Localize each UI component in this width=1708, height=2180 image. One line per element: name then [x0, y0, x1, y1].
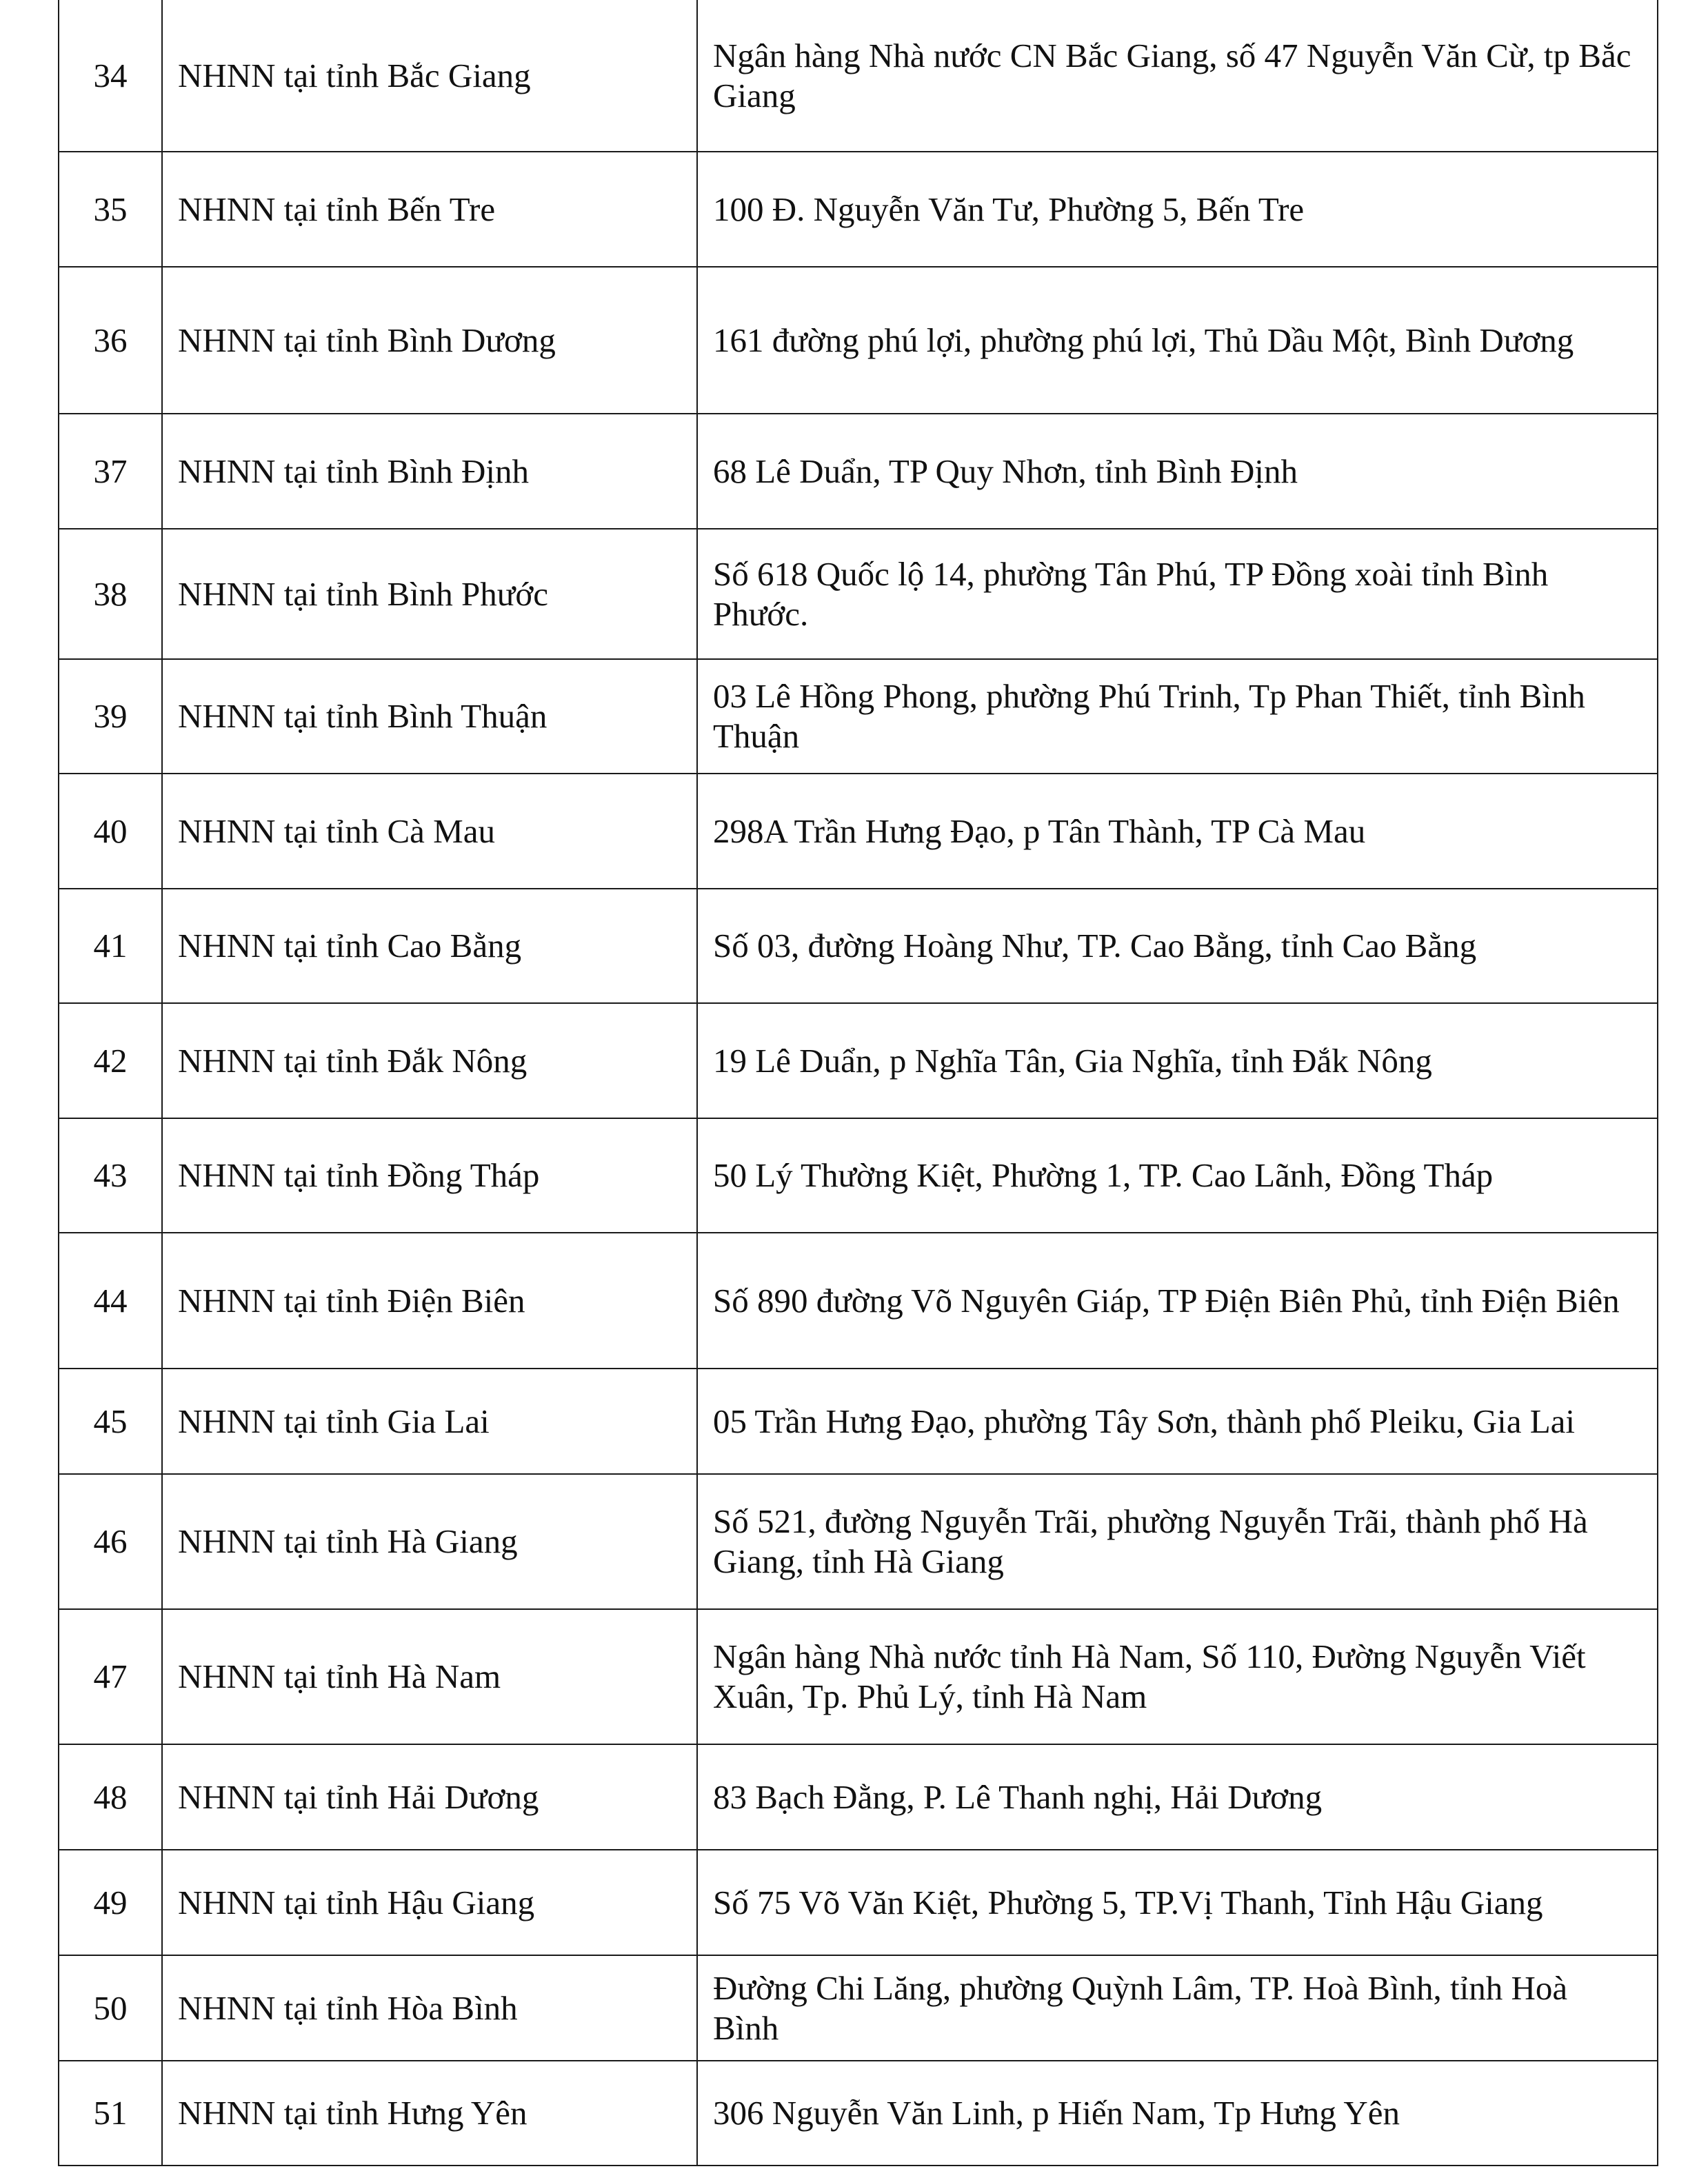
branch-address: Số 03, đường Hoàng Như, TP. Cao Bằng, tỉnh Cao Bằng [697, 889, 1658, 1003]
branch-name: NHNN tại tỉnh Bắc Giang [162, 0, 697, 152]
branch-name: NHNN tại tỉnh Bình Định [162, 414, 697, 529]
table-row [59, 774, 1658, 889]
branch-name: NHNN tại tỉnh Hải Dương [162, 1744, 697, 1850]
table-row [59, 529, 1658, 659]
row-number: 39 [59, 659, 162, 774]
branch-address: Đường Chi Lăng, phường Quỳnh Lâm, TP. Hoà Bình, tỉnh Hoà Bình [697, 1955, 1658, 2061]
branch-address: 298A Trần Hưng Đạo, p Tân Thành, TP Cà Mau [697, 774, 1658, 889]
branch-name: NHNN tại tỉnh Bình Thuận [162, 659, 697, 774]
branch-address-table [58, 0, 1658, 2166]
table-row [59, 1955, 1658, 2061]
row-number: 35 [59, 152, 162, 267]
row-number: 38 [59, 529, 162, 659]
branch-name: NHNN tại tỉnh Hậu Giang [162, 1850, 697, 1955]
branch-name: NHNN tại tỉnh Bến Tre [162, 152, 697, 267]
table-row [59, 1609, 1658, 1744]
row-number: 44 [59, 1233, 162, 1369]
table-row [59, 659, 1658, 774]
table-row [59, 2061, 1658, 2166]
branch-name: NHNN tại tỉnh Đồng Tháp [162, 1118, 697, 1233]
table-row [59, 0, 1658, 152]
table-row [59, 1118, 1658, 1233]
branch-address: 19 Lê Duẩn, p Nghĩa Tân, Gia Nghĩa, tỉnh Đắk Nông [697, 1003, 1658, 1118]
branch-name: NHNN tại tỉnh Đắk Nông [162, 1003, 697, 1118]
branch-name: NHNN tại tỉnh Hà Nam [162, 1609, 697, 1744]
branch-address: 03 Lê Hồng Phong, phường Phú Trinh, Tp Phan Thiết, tỉnh Bình Thuận [697, 659, 1658, 774]
row-number: 48 [59, 1744, 162, 1850]
branch-address: 161 đường phú lợi, phường phú lợi, Thủ Dầu Một, Bình Dương [697, 267, 1658, 414]
branch-name: NHNN tại tỉnh Hà Giang [162, 1474, 697, 1609]
table-row [59, 152, 1658, 267]
branch-address: Số 890 đường Võ Nguyên Giáp, TP Điện Biên Phủ, tỉnh Điện Biên [697, 1233, 1658, 1369]
branch-address: Ngân hàng Nhà nước CN Bắc Giang, số 47 Nguyễn Văn Cừ, tp Bắc Giang [697, 0, 1658, 152]
row-number: 42 [59, 1003, 162, 1118]
branch-name: NHNN tại tỉnh Điện Biên [162, 1233, 697, 1369]
branch-address: Số 75 Võ Văn Kiệt, Phường 5, TP.Vị Thanh, Tỉnh Hậu Giang [697, 1850, 1658, 1955]
branch-address: 50 Lý Thường Kiệt, Phường 1, TP. Cao Lãnh, Đồng Tháp [697, 1118, 1658, 1233]
branch-name: NHNN tại tỉnh Cao Bằng [162, 889, 697, 1003]
branch-address: 05 Trần Hưng Đạo, phường Tây Sơn, thành phố Pleiku, Gia Lai [697, 1369, 1658, 1474]
branch-address: Số 521, đường Nguyễn Trãi, phường Nguyễn Trãi, thành phố Hà Giang, tỉnh Hà Giang [697, 1474, 1658, 1609]
row-number: 36 [59, 267, 162, 414]
table-row [59, 1744, 1658, 1850]
row-number: 47 [59, 1609, 162, 1744]
row-number: 40 [59, 774, 162, 889]
branch-address: 83 Bạch Đằng, P. Lê Thanh nghị, Hải Dương [697, 1744, 1658, 1850]
branch-address: 306 Nguyễn Văn Linh, p Hiến Nam, Tp Hưng Yên [697, 2061, 1658, 2166]
table-row [59, 1003, 1658, 1118]
branch-name: NHNN tại tỉnh Bình Phước [162, 529, 697, 659]
table-row [59, 267, 1658, 414]
branch-address: Ngân hàng Nhà nước tỉnh Hà Nam, Số 110, Đường Nguyễn Viết Xuân, Tp. Phủ Lý, tỉnh Hà Nam [697, 1609, 1658, 1744]
table-row [59, 1233, 1658, 1369]
branch-address: 68 Lê Duẩn, TP Quy Nhơn, tỉnh Bình Định [697, 414, 1658, 529]
row-number: 50 [59, 1955, 162, 2061]
row-number: 41 [59, 889, 162, 1003]
table-row [59, 1850, 1658, 1955]
branch-address: 100 Đ. Nguyễn Văn Tư, Phường 5, Bến Tre [697, 152, 1658, 267]
table-row [59, 1369, 1658, 1474]
branch-name: NHNN tại tỉnh Bình Dương [162, 267, 697, 414]
branch-name: NHNN tại tỉnh Cà Mau [162, 774, 697, 889]
branch-name: NHNN tại tỉnh Gia Lai [162, 1369, 697, 1474]
branch-name: NHNN tại tỉnh Hưng Yên [162, 2061, 697, 2166]
branch-name: NHNN tại tỉnh Hòa Bình [162, 1955, 697, 2061]
row-number: 49 [59, 1850, 162, 1955]
row-number: 51 [59, 2061, 162, 2166]
table-row [59, 1474, 1658, 1609]
row-number: 45 [59, 1369, 162, 1474]
row-number: 34 [59, 0, 162, 152]
row-number: 37 [59, 414, 162, 529]
table-row [59, 414, 1658, 529]
row-number: 43 [59, 1118, 162, 1233]
row-number: 46 [59, 1474, 162, 1609]
branch-address: Số 618 Quốc lộ 14, phường Tân Phú, TP Đồng xoài tỉnh Bình Phước. [697, 529, 1658, 659]
table-row [59, 889, 1658, 1003]
